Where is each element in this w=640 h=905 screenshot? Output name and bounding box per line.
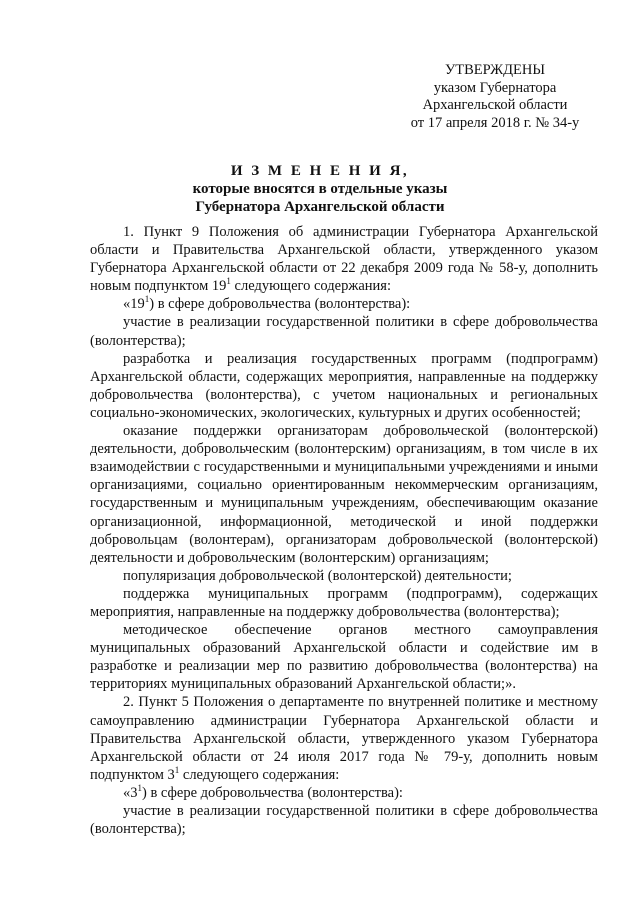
title-subtitle-1: которые вносятся в отдельные указы [192,181,448,197]
subpoint-header-1 [90,295,598,313]
approval-line-decree: указом Губернатора [433,79,557,96]
document-body [90,223,598,838]
subpoint-number: «3 [123,784,138,801]
paragraph-9-tail: следующего содержания: [179,766,340,783]
subpoint-heading: ) в сфере добровольчества (волонтерства): [149,296,411,313]
subpoint-header-2 [90,784,598,802]
paragraph-9-text: 2. Пункт 5 Положения о департаменте по внутренней политике и местному самоуправлению администрации Губернатора Архангельской области и Правительства Архангельской области, утвержденного указом Губернатора Архангельской области от 24 июля 2017 года № 79-у, дополнить новым подпунктом 3 [90,694,598,783]
approval-line-region: Архангельской области [422,97,568,113]
superscript: 1 [226,276,231,287]
paragraph-6: популяризация добровольческой (волонтерской) деятельности; [123,567,512,584]
approval-line-date: от 17 апреля 2018 г. № 34-у [410,114,580,131]
document-title [60,162,580,216]
paragraph-1-tail: следующего содержания: [230,278,391,295]
paragraph-1-text: 1. Пункт 9 Положения об администрации Губернатора Архангельской области и Правительства Архангельской области, утвержденного указом Губернатора Архангельской области от 22 декабря 2009 года № 58-у, дополнить новым подпунктом 19 [90,224,598,295]
paragraph-11: участие в реализации государственной политики в сфере добровольчества (волонтерства); [90,803,598,838]
superscript: 1 [137,783,142,794]
approval-stamp [380,62,610,132]
paragraph-7: поддержка муниципальных программ (подпрограмм), содержащих мероприятия, направленные на поддержку добровольчества (волонтерства); [90,585,598,620]
paragraph-8: методическое обеспечение органов местного самоуправления муниципальных образований Архангельской области и содействие им в разработке и реализации мер по развитию добровольчества (волонтерства) на территориях муниципальных образований Архангельской области;». [90,622,598,693]
paragraph-1 [90,223,598,295]
superscript: 1 [174,764,180,775]
approval-line-approved: УТВЕРЖДЕНЫ [444,62,546,78]
superscript: 1 [144,294,150,305]
paragraph-4: разработка и реализация государственных программ (подпрограмм) Архангельской области, содержащих мероприятия, направленные на поддержку добровольчества (волонтерства), с учетом национальных и региональных социально-экономических, экологических, культурных и других особенностей; [90,350,598,421]
subpoint-number: «19 [123,296,145,313]
title-subtitle-2: Губернатора Архангельской области [195,199,445,215]
title-changes: И З М Е Н Е Н И Я, [230,163,410,179]
paragraph-5: оказание поддержки организаторам добровольческой (волонтерской) деятельности, добровольческим (волонтерским) организациям, в том числе в их взаимодействии с государственными и муниципальными учреждениями и иными организациями, социально ориентированным некоммерческим организациям, государственным и муниципальным учреждениям, обеспечивающим оказание организационной, информационной, методической и иной поддержки добровольцам (волонтерам), организаторам добровольческой (волонтерской) деятельности и добровольческим (волонтерским) организациям; [90,423,598,566]
paragraph-9 [90,693,598,783]
subpoint-heading: ) в сфере добровольчества (волонтерства): [142,784,403,801]
paragraph-3: участие в реализации государственной политики в сфере добровольчества (волонтерства); [90,314,598,349]
